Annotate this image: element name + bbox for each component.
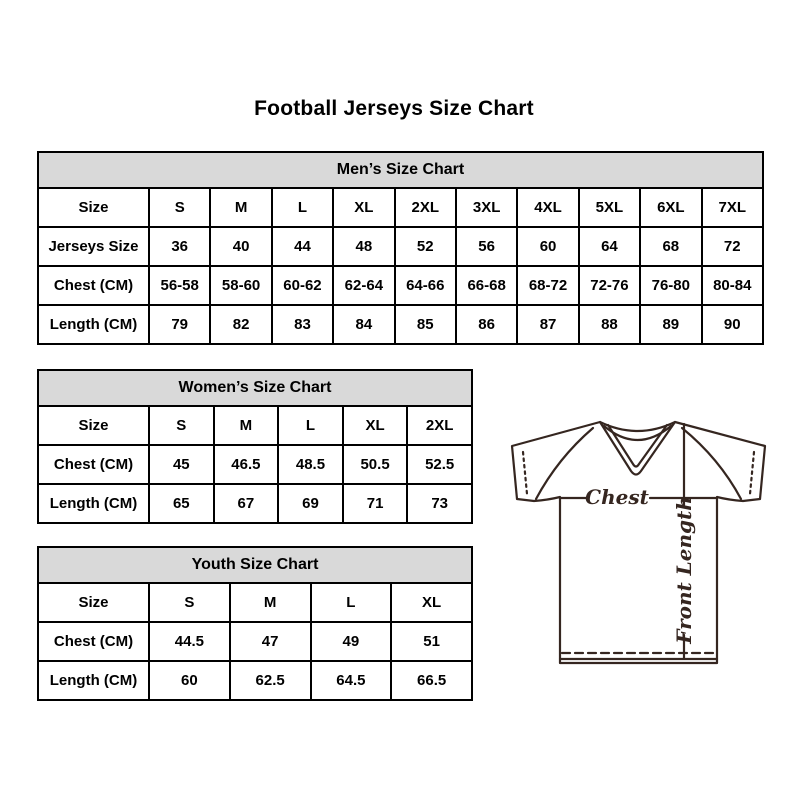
value-cell: 45	[149, 445, 214, 484]
table-header-row	[38, 547, 472, 583]
value-cell: 44	[272, 227, 333, 266]
value-cell: 65	[149, 484, 214, 523]
value-cell: 50.5	[343, 445, 408, 484]
value-cell: 79	[149, 305, 210, 344]
value-cell: 72	[702, 227, 763, 266]
value-cell: 90	[702, 305, 763, 344]
value-cell: 88	[579, 305, 640, 344]
value-cell: 64	[579, 227, 640, 266]
table-row	[38, 227, 763, 266]
table-row	[38, 266, 763, 305]
value-cell: 89	[640, 305, 701, 344]
womens-size-table	[37, 369, 473, 524]
value-cell: 40	[210, 227, 271, 266]
table-row	[38, 188, 763, 227]
value-cell: 4XL	[517, 188, 578, 227]
row-label-cell: Chest (CM)	[38, 622, 149, 661]
value-cell: 67	[214, 484, 279, 523]
youth-size-table	[37, 546, 473, 701]
value-cell: L	[272, 188, 333, 227]
youth-size-table-title: Youth Size Chart	[38, 547, 472, 583]
table-header-row	[38, 152, 763, 188]
value-cell: 62-64	[333, 266, 394, 305]
value-cell: 69	[278, 484, 343, 523]
value-cell: 48.5	[278, 445, 343, 484]
value-cell: 49	[311, 622, 392, 661]
jersey-measurement-diagram	[500, 400, 800, 700]
value-cell: 82	[210, 305, 271, 344]
row-label-cell: Chest (CM)	[38, 266, 149, 305]
table-row	[38, 484, 472, 523]
value-cell: 64-66	[395, 266, 456, 305]
value-cell: 62.5	[230, 661, 311, 700]
value-cell: XL	[343, 406, 408, 445]
row-label-cell: Length (CM)	[38, 484, 149, 523]
value-cell: 68-72	[517, 266, 578, 305]
value-cell: S	[149, 583, 230, 622]
value-cell: 72-76	[579, 266, 640, 305]
value-cell: 52.5	[407, 445, 472, 484]
value-cell: 60-62	[272, 266, 333, 305]
table-header-row	[38, 370, 472, 406]
value-cell: 68	[640, 227, 701, 266]
value-cell: 84	[333, 305, 394, 344]
value-cell: S	[149, 188, 210, 227]
value-cell: 76-80	[640, 266, 701, 305]
value-cell: 7XL	[702, 188, 763, 227]
value-cell: XL	[391, 583, 472, 622]
jersey-outline-shape	[512, 422, 765, 663]
front-length-label: Front Length	[672, 496, 696, 644]
value-cell: L	[278, 406, 343, 445]
value-cell: M	[230, 583, 311, 622]
value-cell: 86	[456, 305, 517, 344]
value-cell: 56-58	[149, 266, 210, 305]
value-cell: 87	[517, 305, 578, 344]
value-cell: 52	[395, 227, 456, 266]
value-cell: 56	[456, 227, 517, 266]
row-label-cell: Length (CM)	[38, 305, 149, 344]
value-cell: S	[149, 406, 214, 445]
value-cell: M	[210, 188, 271, 227]
value-cell: L	[311, 583, 392, 622]
value-cell: 47	[230, 622, 311, 661]
value-cell: 64.5	[311, 661, 392, 700]
value-cell: 71	[343, 484, 408, 523]
page-title: Football Jerseys Size Chart	[254, 97, 534, 120]
table-row	[38, 406, 472, 445]
value-cell: 5XL	[579, 188, 640, 227]
value-cell: 83	[272, 305, 333, 344]
value-cell: 85	[395, 305, 456, 344]
table-row	[38, 445, 472, 484]
value-cell: 66.5	[391, 661, 472, 700]
value-cell: 48	[333, 227, 394, 266]
value-cell: 6XL	[640, 188, 701, 227]
row-label-cell: Size	[38, 583, 149, 622]
value-cell: M	[214, 406, 279, 445]
value-cell: 66-68	[456, 266, 517, 305]
table-row	[38, 583, 472, 622]
value-cell: 80-84	[702, 266, 763, 305]
chest-label: Chest	[585, 485, 649, 509]
value-cell: 58-60	[210, 266, 271, 305]
row-label-cell: Chest (CM)	[38, 445, 149, 484]
value-cell: 3XL	[456, 188, 517, 227]
value-cell: 51	[391, 622, 472, 661]
value-cell: 36	[149, 227, 210, 266]
value-cell: XL	[333, 188, 394, 227]
value-cell: 60	[517, 227, 578, 266]
womens-size-table-title: Women’s Size Chart	[38, 370, 472, 406]
table-row	[38, 661, 472, 700]
mens-size-table	[37, 151, 764, 345]
value-cell: 73	[407, 484, 472, 523]
value-cell: 46.5	[214, 445, 279, 484]
value-cell: 2XL	[407, 406, 472, 445]
value-cell: 44.5	[149, 622, 230, 661]
row-label-cell: Size	[38, 406, 149, 445]
mens-size-table-title: Men’s Size Chart	[38, 152, 763, 188]
jersey-icon	[500, 400, 800, 700]
value-cell: 60	[149, 661, 230, 700]
row-label-cell: Jerseys Size	[38, 227, 149, 266]
row-label-cell: Length (CM)	[38, 661, 149, 700]
row-label-cell: Size	[38, 188, 149, 227]
table-row	[38, 305, 763, 344]
table-row	[38, 622, 472, 661]
value-cell: 2XL	[395, 188, 456, 227]
